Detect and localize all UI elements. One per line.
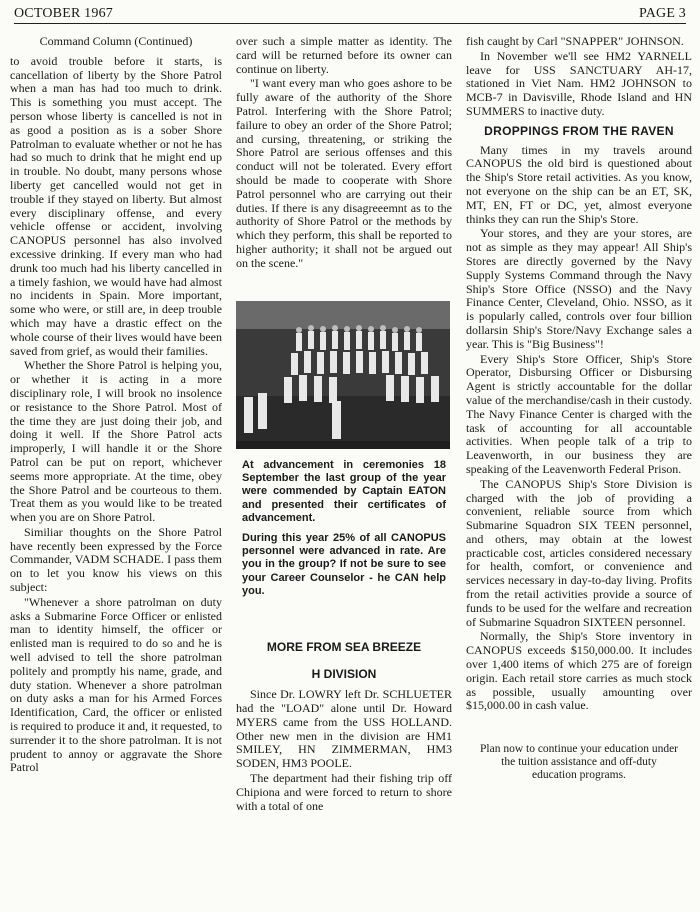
- caption-text: At advancement in ceremonies 18 September the last group of the year were commended by Captain EATON and presented their certificates of advancement.: [242, 458, 446, 525]
- paragraph: to avoid trouble before it starts, is cancellation of liberty by the Shore Patrol when a man has had too much to drink. This is something you must accept. The person whose liberty is cancelled is not in as good a position as is a sober Shore Patrolman to evaluate whether or not he has had so much to drink that he might end up in trouble. No doubt, many persons whose liberty get cancelled would not get in trouble if they stayed on liberty. But almost every disciplinary offense, and every vehicle offense or accident, involving CANOPUS personnel has also involved excessive drinking. If every man who had drunk too much had his liberty cancelled in a timely fashion, we would have had almost no incidents in Spain. More important, some who were, or still are, in deep trouble which may have a drastic effect on the whole course of their lives would have been saved from grief, as would their families.: [10, 53, 222, 358]
- paragraph: "Whenever a shore patrolman on duty asks a Submarine Force Officer or enlisted man to identity himself, the officer or enlisted man is required to do so and he is well advised to tell the shore patrolman politely and promptly his name, grade, and duty station. Whenever a shore patrolman on duty asks a man for his Armed Forces Identification, Card, the officer or enlisted is required to produce it and, it requested, to surrender it to the shore patrolman. It is not prudent to annoy or aggravate the Shore Patrol: [10, 594, 222, 775]
- photo-caption: [242, 459, 446, 599]
- section-title: DROPPINGS FROM THE RAVEN: [484, 123, 674, 138]
- paragraph: Many times in my travels around CANOPUS the old bird is questioned about the Ship's Store retail activities. As you know, not everyone on the ship can be an ET, SK, MT, EN, FT or DC, yet, almost everyone thinks they can run the Ship's Store.: [466, 142, 692, 226]
- ceremony-photo: [236, 301, 450, 449]
- ceremony-photo-image: [236, 301, 450, 449]
- paragraph: "I want every man who goes ashore to be fully aware of the authority of the Shore Patrol. Interfering with the Shore Patrol; failure to obey an order of the Shore Patrol; and cursing, threatening, or striking the Shore Patrol are serious offenses and this conduct will not be tolerated. Every effort should be made to cooperate with Shore Patrol personnel who are carrying out their duties. If there is any disagreeemnt as to the authority of Shore Patrol or the methods by which they perform, this shall be reported to higher authority; it shall not be argued out on the scene.": [236, 76, 452, 270]
- paragraph: over such a simple matter as identity. The card will be returned before its owner can continue on liberty.: [236, 34, 452, 76]
- column-middle: [236, 35, 452, 814]
- paragraph: The CANOPUS Ship's Store Division is charged with the job of providing a convenient, reliable source from which Submarine Squadron SIX TEEN personnel, and others, may obtain at the lowest practicable cost, articles considered necessary for health, comfort, or convenience and services necessary in day-to-day living. Profits from the retail activities provide a source of funds to be used for the welfare and recreation of Submarine Squadron SIXTEEN personnel.: [466, 476, 692, 629]
- closing-note: Plan now to continue your education under the tuition assistance and off-duty education programs.: [480, 743, 679, 782]
- paragraph: Since Dr. LOWRY left Dr. SCHLUETER had the "LOAD" alone until Dr. Howard MYERS came from the USS HOLLAND. Other new men in the division are HM1 SMILEY, HN ZIMMERMAN, HM3 SODEN, HM3 POOLE.: [236, 687, 452, 771]
- paragraph: Whether the Shore Patrol is helping you, or whether it is acting in a more disciplinary role, I will brook no insolence or resistance to the Shore Patrol. Most of the time they are just doing their job, and doing it well. If the Shore Patrol acts improperly, I will handle it or the Shore Patrol can be put on report, whichever seems more appropriate. At the time, obey the Shore Patrol and be courteous to them. Treat them as you would like to be treated when you are on Shore Patrol.: [10, 358, 222, 525]
- paragraph: In November we'll see HM2 YARNELL leave for USS SANCTUARY AH-17, stationed in Viet Nam. HM2 JOHNSON to MCB-7 in Davisville, Rhode Island and HN SUMMERS to inactive duty.: [466, 48, 692, 118]
- paragraph: Similiar thoughts on the Shore Patrol have recently been expressed by the Force Commander, VADM SCHADE. I pass them on to let you know his views on this subject:: [10, 524, 222, 595]
- caption-text: During this year 25% of all CANOPUS personnel were advanced in rate. Are you in the group? If not be sure to see your Career Counselor - he CAN help you.: [242, 531, 446, 598]
- page-number: PAGE 3: [639, 6, 686, 21]
- column-right: [466, 35, 692, 782]
- paragraph: Normally, the Ship's Store inventory in CANOPUS exceeds $150,000.00. It includes over 1,400 items of which 275 are of foreign origin. Each retail store carries as much stock as possible, usually amounting over $15,000.00 in cash value.: [466, 629, 692, 713]
- column-command: [10, 35, 222, 776]
- page-header: [14, 5, 686, 24]
- paragraph: Every Ship's Store Officer, Ship's Store Operator, Disbursing Officer or Disbursing Agent is strictly accountable for the dollar value of the merchandise/cash in their custody. The Navy Finance Center is charged with the task of accounting for all accountable activities. When people talk of a trip to Leavenworth, in our business they are speaking of the Leavenworth Federal Prison.: [466, 351, 692, 476]
- section-title: MORE FROM SEA BREEZE: [266, 639, 422, 654]
- issue-date: OCTOBER 1967: [14, 6, 113, 21]
- column-heading: Command Column (Continued): [39, 34, 193, 48]
- paragraph: The department had their fishing trip off Chipiona and were forced to return to shore with a total of one: [236, 770, 452, 813]
- paragraph: fish caught by Carl "SNAPPER" JOHNSON.: [466, 34, 684, 48]
- paragraph: Your stores, and they are your stores, are not as simple as they may appear! All Ship's Stores are directly governed by the Navy Supply Systems Command through the Navy Ship's Store Office (NSSO) and the Navy Finance Center, Cleveland, Ohio. NSSO, as it is popularly called, controls over four billion dollarsin Ship's Store/Navy Exchange sales a year. This is "Big Business"!: [466, 226, 692, 351]
- section-subtitle: H DIVISION: [311, 667, 377, 682]
